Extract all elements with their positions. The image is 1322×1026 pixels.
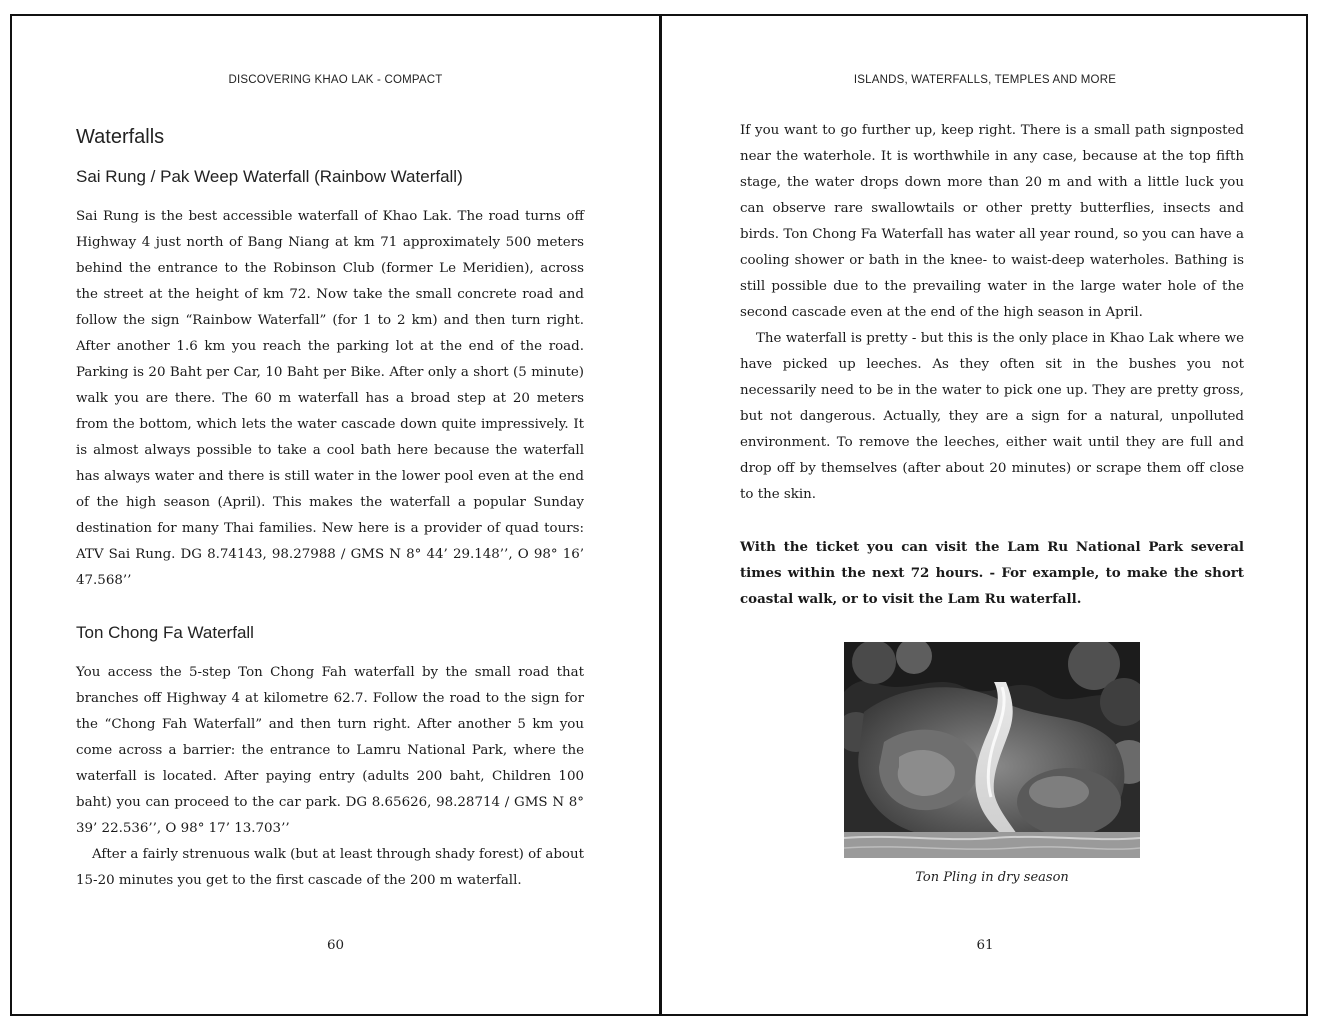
- paragraph-leeches: The waterfall is pretty - but this is the only place in Khao Lak where we have picked up leeches. As they often sit in the bushes you not necessarily need to be in the water to pick one up. They are pretty gross, but not dangerous. Actually, they are a sign for a natural, unpolluted environment. To remove the leeches, either wait until they are full and drop off by themselves (after about 20 minutes) or scrape them off close to the skin.: [740, 331, 1244, 502]
- page-content-right: [740, 118, 1244, 888]
- running-head-left: DISCOVERING KHAO LAK - COMPACT: [228, 74, 443, 86]
- page-right: [662, 16, 1308, 1014]
- book-spread: [10, 14, 1308, 1016]
- paragraph-ticket-note: With the ticket you can visit the Lam Ru National Park several times within the next 72 hours. - For example, to make the short coastal walk, or to visit the Lam Ru waterfall.: [740, 539, 1244, 607]
- photo-figure: [844, 642, 1140, 888]
- paragraph-further-up: If you want to go further up, keep right. There is a small path signposted near the waterhole. It is worthwhile in any case, because at the top fifth stage, the water drops down more than 20 m and with a little luck you can observe rare swallowtails or other pretty butterflies, insects and birds. Ton Chong Fa Waterfall has water all year round, so you can have a cooling shower or bath in the knee- to waist-deep waterholes. Bathing is still possible due to the prevailing water in the large water hole of the second cascade even at the end of the high season in April.: [740, 123, 1244, 320]
- page-left: [12, 16, 659, 1014]
- running-head-right: ISLANDS, WATERFALLS, TEMPLES AND MORE: [853, 74, 1117, 86]
- paragraph-ton-chong-fa-walk: After a fairly strenuous walk (but at least through shady forest) of about 15-20 minutes you get to the first cascade of the 200 m waterfall.: [76, 847, 584, 888]
- section-title: Waterfalls: [76, 126, 165, 148]
- waterfall-photo: [844, 642, 1140, 858]
- page-content-left: [76, 120, 584, 894]
- heading-ton-chong-fa: Ton Chong Fa Waterfall: [76, 623, 254, 642]
- paragraph-sai-rung: Sai Rung is the best accessible waterfall of Khao Lak. The road turns off Highway 4 just north of Bang Niang at km 71 approximately 500 meters behind the entrance to the Robinson Club (former Le Meridien), across the street at the height of km 72. Now take the small concrete road and follow the sign “Rainbow Waterfall” (for 1 to 2 km) and then turn right. After another 1.6 km you reach the parking lot at the end of the road. Parking is 20 Baht per Car, 10 Baht per Bike. After only a short (5 minute) walk you are there. The 60 m waterfall has a broad step at 20 meters from the bottom, which lets the water cascade down quite impressively. It is almost always possible to take a cool bath here because the waterfall has always water and there is still water in the lower pool even at the end of the high season (April). This makes the waterfall a popular Sunday destination for many Thai families. New here is a provider of quad tours: ATV Sai Rung. DG 8.74143, 98.27988 / GMS N 8° 44’ 29.148’’, O 98° 16’ 47.568’’: [76, 209, 584, 588]
- photo-caption: Ton Pling in dry season: [915, 870, 1069, 885]
- page-number-left: 60: [326, 938, 345, 953]
- paragraph-ton-chong-fa: You access the 5-step Ton Chong Fah waterfall by the small road that branches off Highway 4 at kilometre 62.7. Follow the road to the sign for the “Chong Fah Waterfall” and then turn right. After another 5 km you come across a barrier: the entrance to Lamru National Park, where the waterfall is located. After paying entry (adults 200 baht, Children 100 baht) you can proceed to the car park. DG 8.65626, 98.28714 / GMS N 8° 39’ 22.536’’, O 98° 17’ 13.703’’: [76, 665, 584, 836]
- page-number-right: 61: [976, 938, 994, 953]
- heading-sai-rung: Sai Rung / Pak Weep Waterfall (Rainbow Waterfall): [76, 167, 463, 186]
